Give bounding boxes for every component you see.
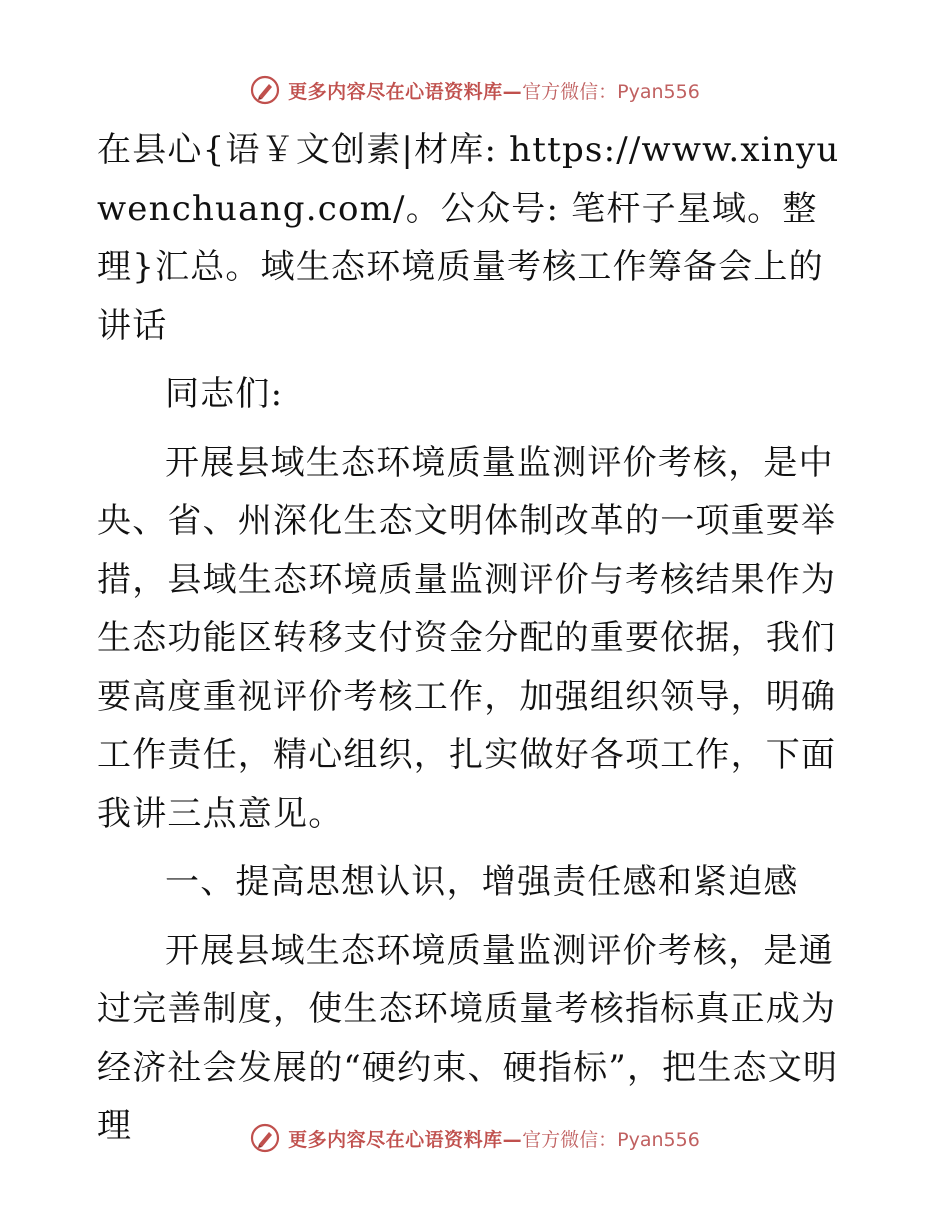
banner-main-text: 更多内容尽在心语资料库— [288, 80, 523, 103]
paragraph: 开展县域生态环境质量监测评价考核，是通过完善制度，使生态环境质量考核指标真正成为经济社会发展的“硬约束、硬指标”，把生态文明理 [97, 930, 839, 1146]
pen-logo-icon [250, 1123, 280, 1153]
document-body [97, 121, 853, 1156]
banner-main-text: 更多内容尽在心语资料库— [288, 1128, 523, 1151]
pen-logo-icon [250, 75, 280, 105]
header-watermark-banner [0, 70, 950, 110]
footer-watermark-banner [0, 1118, 950, 1158]
paragraph: 开展县域生态环境质量监测评价考核，是中央、省、州深化生态文明体制改革的一项重要举措，县域生态环境质量监测评价与考核结果作为生态功能区转移支付资金分配的重要依据，我们要高度重视评价考核工作，加强组织领导，明确工作责任，精心组织，扎实做好各项工作，下面我讲三点意见。 [97, 442, 837, 834]
section-heading: 一、提高思想认识，增强责任感和紧迫感 [165, 862, 799, 902]
banner-sub-text: 官方微信：Pyan556 [522, 80, 700, 103]
document-title: 在县心{语￥文创素|材库: https://www.xinyuwenchuang.com/。公众号: 笔杆子星域。整理}汇总。域生态环境质量考核工作筹备会上的讲话 [97, 130, 840, 346]
greeting: 同志们: [165, 374, 284, 414]
banner-sub-text: 官方微信：Pyan556 [522, 1128, 700, 1151]
